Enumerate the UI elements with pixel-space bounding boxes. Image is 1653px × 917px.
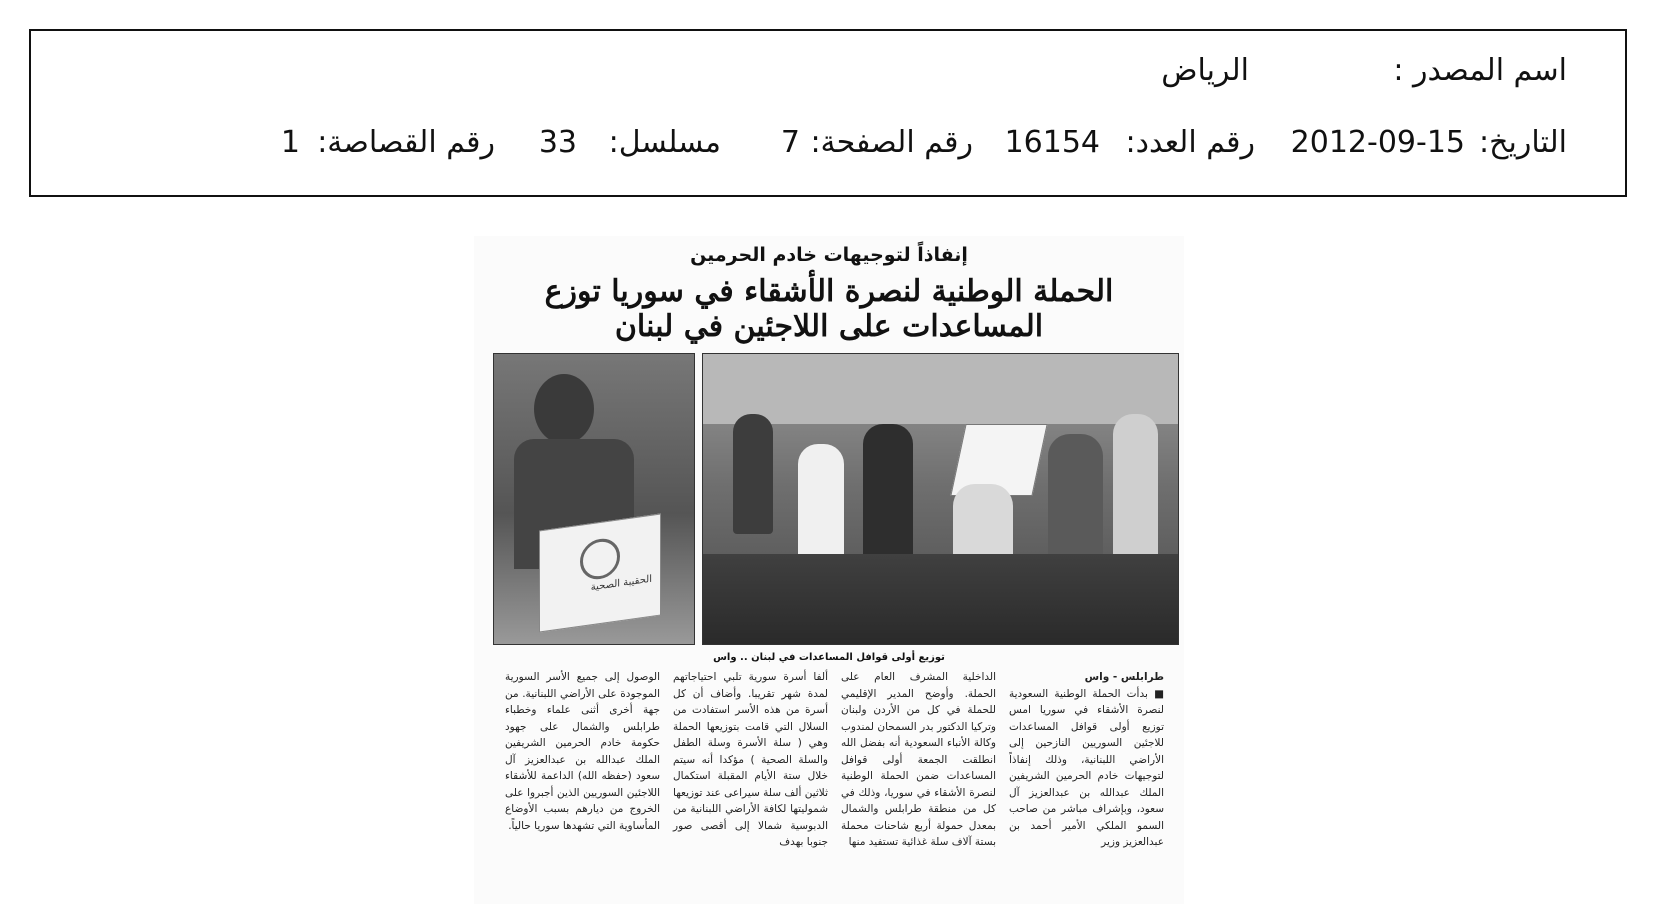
source-label: اسم المصدر : xyxy=(1393,53,1567,88)
child-head xyxy=(534,374,594,444)
issue-value: 16154 xyxy=(1004,125,1100,160)
article-column-4 xyxy=(505,669,660,834)
clipping-value: 1 xyxy=(280,125,300,160)
issue-label: رقم العدد: xyxy=(1125,125,1255,160)
photo-crowd-distribution xyxy=(702,353,1179,645)
person-figure xyxy=(733,414,773,534)
article-headline: الحملة الوطنية لنصرة الأشقاء في سوريا توزع المساعدات على اللاجئين في لبنان xyxy=(544,274,1114,344)
page-value: 7 xyxy=(780,125,800,160)
column-text: الوصول إلى جميع الأسر السورية الموجودة على الأراضي اللبنانية. من جهة أخرى أثنى علماء وخطباء طرابلس والشمال على جهود حكومة خادم الحرمين الشريفين الملك عبدالله بن عبدالعزيز آل سعود (حفظه الله) الداعمة للأشقاء اللاجئين السوريين الذين أجبروا على الخروج من ديارهم بسبب الأوضاع المأساوية التي تشهدها سوريا حالياً. xyxy=(505,671,660,832)
clipping-label: رقم القصاصة: xyxy=(317,125,495,160)
article-column-2 xyxy=(841,669,996,851)
date-value: 2012-09-15 xyxy=(1290,125,1465,160)
crowd-foreground xyxy=(703,554,1178,644)
newspaper-clipping xyxy=(474,236,1184,904)
person-figure xyxy=(1113,414,1158,574)
article-kicker: إنفاذاً لتوجيهات خادم الحرمين xyxy=(690,244,968,266)
background-street xyxy=(703,354,1178,424)
person-figure xyxy=(1048,434,1103,574)
column-text: ألفا أسرة سورية تلبي احتياجاتهم لمدة شهر تقريبا. وأضاف أن كل أسرة من هذه الأسر استفادت من السلال التي قامت بتوزيعها الحملة وهي ( سلة الأسرة وسلة الطفل والسلة الصحية ) مؤكدا أنه سيتم خلال ستة الأيام المقبلة استكمال ثلاثين ألف سلة سيراعى عند توزيعها شموليتها لكافة الأراضي اللبنانية من الدبوسية شمالا إلى أقصى صور جنوبا بهدف xyxy=(673,671,828,848)
metadata-box xyxy=(29,29,1627,197)
date-label: التاريخ: xyxy=(1479,125,1567,160)
photo-child-with-box xyxy=(493,353,695,645)
aid-box xyxy=(539,513,661,632)
serial-label: مسلسل: xyxy=(608,125,721,160)
column-text: الداخلية المشرف العام على الحملة. وأوضح المدير الإقليمي للحملة في كل من الأردن ولبنان وتركيا الدكتور بدر السمحان لمندوب وكالة الأنباء السعودية أنه بفضل الله انطلقت الجمعة أولى قوافل المساعدات ضمن الحملة الوطنية لنصرة الأشقاء في سوريا، وذلك في كل من منطقة طرابلس والشمال بمعدل حمولة أربع شاحنات محملة بستة آلاف سلة غذائية تستفيد منها xyxy=(841,671,996,848)
article-dateline: طرابلس - واس xyxy=(1084,671,1164,683)
photo-caption: توزيع أولى قوافل المساعدات في لبنان .. واس xyxy=(713,652,945,663)
article-column-1 xyxy=(1009,669,1164,851)
serial-value: 33 xyxy=(538,125,577,160)
article-column-3 xyxy=(673,669,828,851)
box-label: الحقيبة الصحية xyxy=(590,573,652,594)
source-value: الرياض xyxy=(1161,53,1249,88)
page-label: رقم الصفحة: xyxy=(810,125,973,160)
column-text: ■ بدأت الحملة الوطنية السعودية لنصرة الأشقاء في سوريا امس توزيع أولى قوافل المساعدات للاجئين السوريين النازحين إلى الأراضي اللبنانية، وذلك إنفاذاً لتوجيهات خادم الحرمين الشريفين الملك عبدالله بن عبدالعزيز آل سعود، وبإشراف مباشر من صاحب السمو الملكي الأمير أحمد بن عبدالعزيز وزير xyxy=(1009,687,1164,848)
box-logo-icon xyxy=(580,536,620,582)
